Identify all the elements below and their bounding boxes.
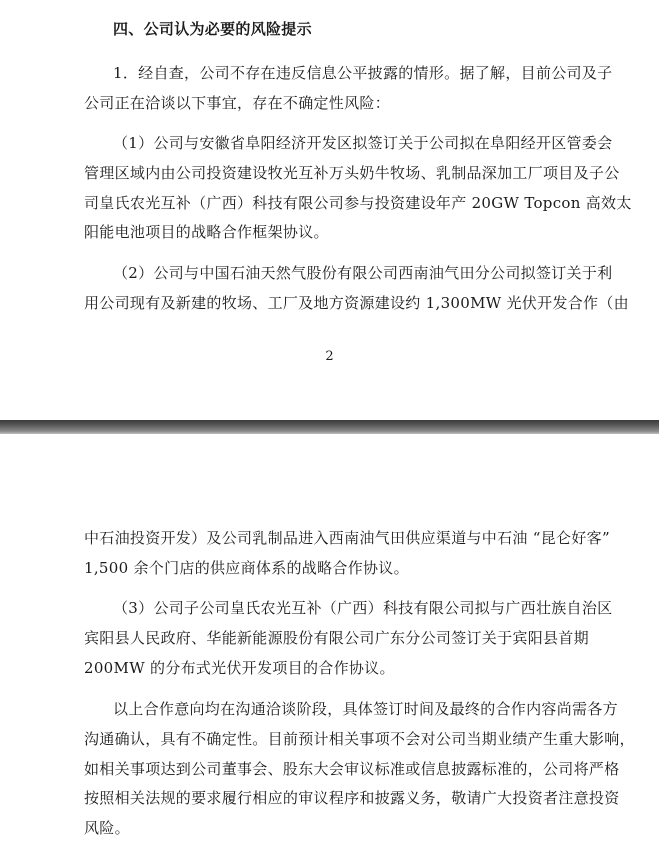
paragraph-5-line-1: 以上合作意向均在沟通洽谈阶段，具体签订时间及最终的合作内容尚需各方 [113, 700, 618, 718]
paragraph-4-line-3: 200MW 的分布式光伏开发项目的合作协议。 [84, 659, 395, 677]
paragraph-3-line-2: 用公司现有及新建的牧场、工厂及地方资源建设约 1,300MW 光伏开发合作（由 [84, 294, 629, 312]
section-heading: 四、公司认为必要的风险提示 [113, 20, 312, 38]
paragraph-1-line-1: 1．经自查，公司不存在违反信息公平披露的情形。据了解，目前公司及子 [113, 64, 613, 82]
paragraph-2-line-4: 阳能电池项目的战略合作框架协议。 [84, 223, 329, 241]
document-page-1 [0, 0, 659, 420]
document-page-2 [0, 434, 659, 848]
paragraph-3-cont-line-1: 中石油投资开发）及公司乳制品进入西南油气田供应渠道与中石油 “昆仑好客” [84, 529, 610, 547]
paragraph-5-line-3: 如相关事项达到公司董事会、股东大会审议标准或信息披露标准的，公司将严格 [84, 760, 620, 778]
paragraph-2-line-1: （1）公司与安徽省阜阳经济开发区拟签订关于公司拟在阜阳经开区管委会 [113, 134, 613, 152]
page-number: 2 [325, 349, 334, 364]
page-separator [0, 420, 659, 434]
paragraph-4-line-1: （3）公司子公司皇氏农光互补（广西）科技有限公司拟与广西壮族自治区 [113, 599, 613, 617]
paragraph-1-line-2: 公司正在洽谈以下事宜，存在不确定性风险： [84, 94, 391, 112]
paragraph-4-line-2: 宾阳县人民政府、华能新能源股份有限公司广东分公司签订关于宾阳县首期 [84, 629, 589, 647]
paragraph-5-line-2: 沟通确认，具有不确定性。目前预计相关事项不会对公司当期业绩产生重大影响， [84, 730, 635, 748]
paragraph-2-line-3: 司皇氏农光互补（广西）科技有限公司参与投资建设年产 20GW Topcon 高效太 [84, 194, 632, 212]
paragraph-3-cont-line-2: 1,500 余个门店的供应商体系的战略合作协议。 [84, 559, 409, 577]
paragraph-5-line-5: 风险。 [84, 819, 130, 837]
paragraph-3-line-1: （2）公司与中国石油天然气股份有限公司西南油气田分公司拟签订关于利 [113, 264, 613, 282]
paragraph-2-line-2: 管理区域内由公司投资建设牧光互补万头奶牛牧场、乳制品深加工厂项目及子公 [84, 164, 620, 182]
paragraph-5-line-4: 按照相关法规的要求履行相应的审议程序和披露义务，敬请广大投资者注意投资 [84, 789, 620, 807]
